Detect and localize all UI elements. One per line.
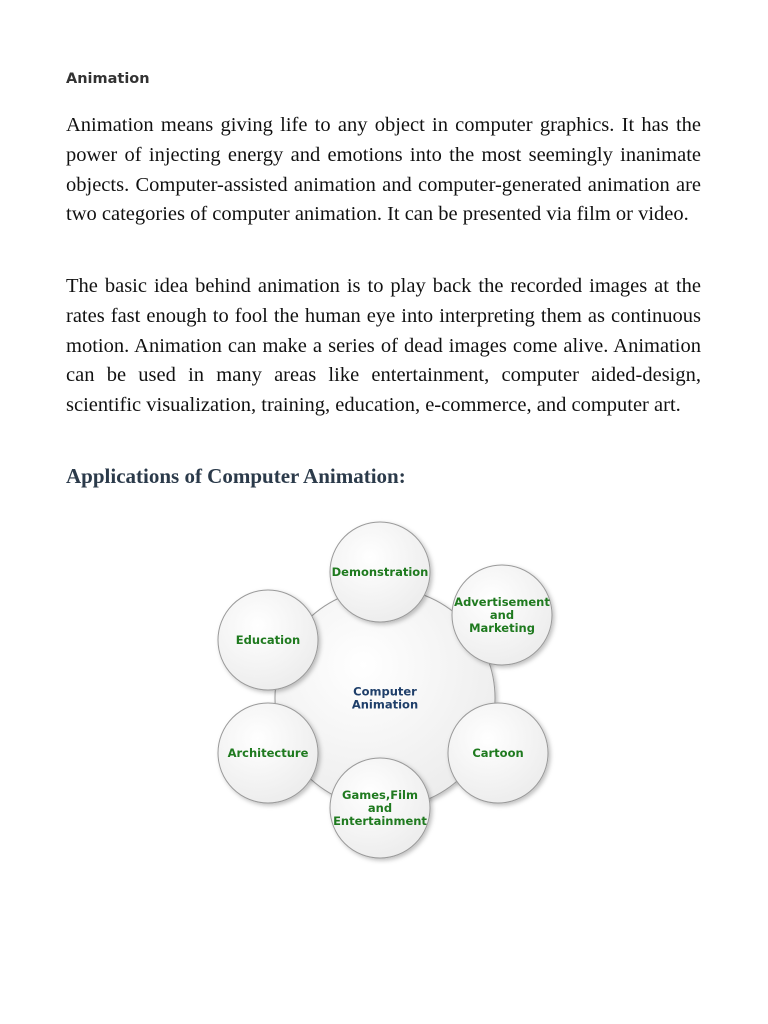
applications-heading: Applications of Computer Animation: <box>66 464 406 488</box>
education-label: Education <box>235 633 301 647</box>
applications-diagram <box>200 515 570 865</box>
advertisement-and-marketing-label: Advertisement and Marketing <box>454 595 550 635</box>
demonstration-label: Demonstration <box>331 565 429 579</box>
center-label: Computer Animation <box>351 684 419 712</box>
games-film-and-entertainment-label: Games,Film and Entertainment <box>333 788 427 828</box>
paragraph-1: Animation means giving life to any object in computer graphics. It has the power of injecting energy and emotions into the most seemingly inanimate objects. Computer-assisted animation and computer-generated animation are two categories of computer animation. It can be presented via film or video. <box>66 114 701 226</box>
architecture-label: Architecture <box>227 746 309 760</box>
section-label: Animation <box>66 71 150 87</box>
cartoon-label: Cartoon <box>472 746 524 760</box>
paragraph-2: The basic idea behind animation is to play back the recorded images at the rates fast enough to fool the human eye into interpreting them as continuous motion. Animation can make a series of dead images come alive. Animation can be used in many areas like entertainment, computer aided-design, scientific visualization, training, education, e-commerce, and computer art. <box>66 275 701 417</box>
